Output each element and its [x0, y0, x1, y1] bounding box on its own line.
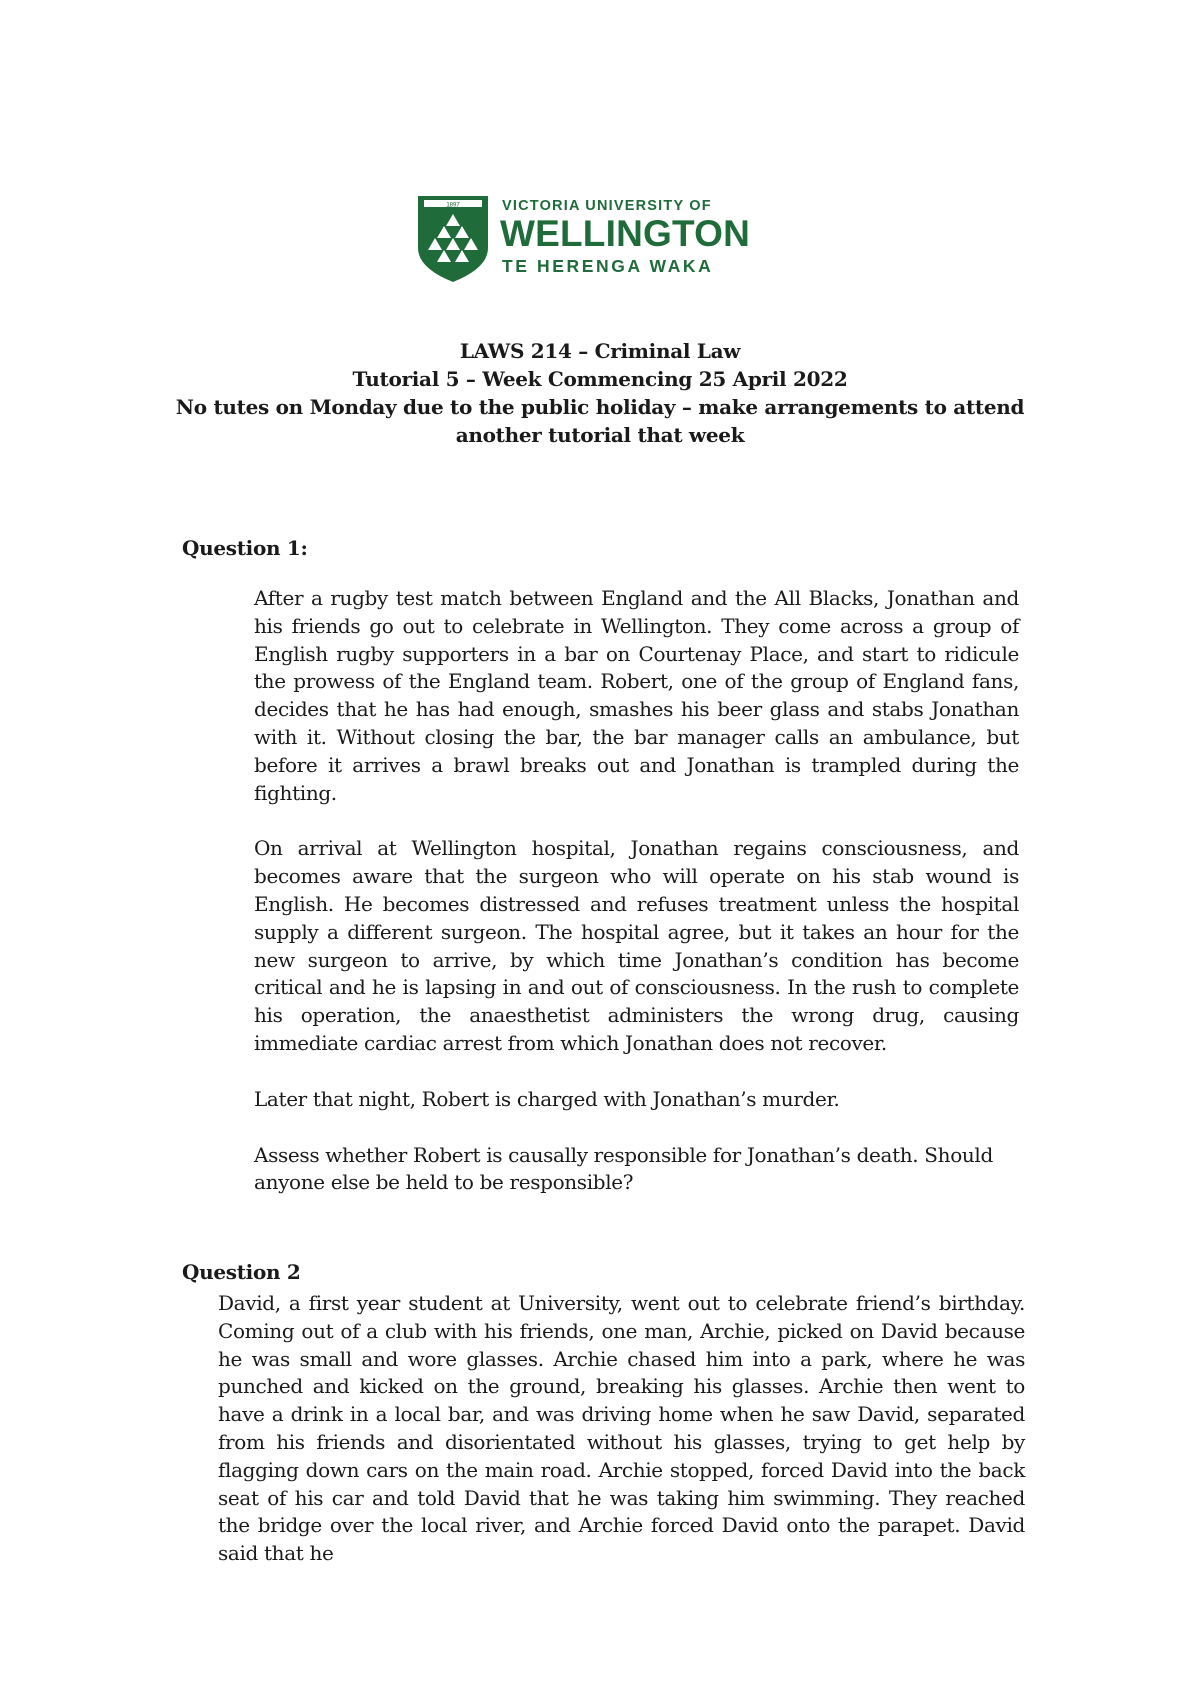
question1-paragraph: After a rugby test match between England and the All Blacks, Jonathan and his friends go out to celebrate in Wellington. They come across a group of English rugby supporters in a bar on Courtenay Place, and start to ridicule the prowess of the England team. Robert, one of the group of England fans, decides that he has had enough, smashes his beer glass and stabs Jonathan with it. Without closing the bar, the bar manager calls an ambulance, but before it arrives a brawl breaks out and Jonathan is trampled during the fighting.	[254, 586, 1019, 805]
question1-title: Question 1:	[182, 536, 308, 560]
question2-title: Question 2	[182, 1260, 301, 1284]
logo-line1: VICTORIA UNIVERSITY OF	[502, 198, 712, 214]
question2-paragraph: David, a first year student at University, went out to celebrate friend’s birthday. Coming out of a club with his friends, one man, Archie, picked on David because he was small and wore glasses. Archie chased him into a park, where he was punched and kicked on the ground, breaking his glasses. Archie then went to have a drink in a local bar, and was driving home when he saw David, separated from his friends and disorientated without his glasses, trying to get help by flagging down cars on the main road. Archie stopped, forced David into the back seat of his car and told David that he was taking him swimming. They reached the bridge over the local river, and Archie forced David onto the parapet. David said that he	[218, 1291, 1025, 1566]
holiday-notice-line2: another tutorial that week	[455, 423, 745, 447]
logo-graphic	[418, 196, 768, 282]
question1-paragraph: Assess whether Robert is causally responsible for Jonathan’s death. Should anyone else be held to be responsible?	[254, 1142, 993, 1195]
question2-body	[218, 1290, 1025, 1596]
course-title: LAWS 214 – Criminal Law	[459, 339, 741, 363]
document-header	[150, 337, 1050, 449]
logo-line2: WELLINGTON	[500, 213, 751, 254]
logo-line3: TE HERENGA WAKA	[502, 256, 714, 276]
university-logo	[418, 196, 768, 282]
logo-year: 1897	[446, 202, 460, 209]
question1-paragraph: Later that night, Robert is charged with Jonathan’s murder.	[254, 1086, 840, 1111]
question1-paragraph: On arrival at Wellington hospital, Jonathan regains consciousness, and becomes aware that the surgeon who will operate on his stab wound is English. He becomes distressed and refuses treatment unless the hospital supply a different surgeon. The hospital agree, but it takes an hour for the new surgeon to arrive, by which time Jonathan’s condition has become critical and he is lapsing in and out of consciousness. In the rush to complete his operation, the anaesthetist administers the wrong drug, causing immediate cardiac arrest from which Jonathan does not recover.	[254, 836, 1019, 1055]
holiday-notice-line1: No tutes on Monday due to the public holiday – make arrangements to attend	[175, 395, 1025, 419]
question1-body	[254, 585, 1019, 1225]
tutorial-title: Tutorial 5 – Week Commencing 25 April 2022	[352, 367, 848, 391]
